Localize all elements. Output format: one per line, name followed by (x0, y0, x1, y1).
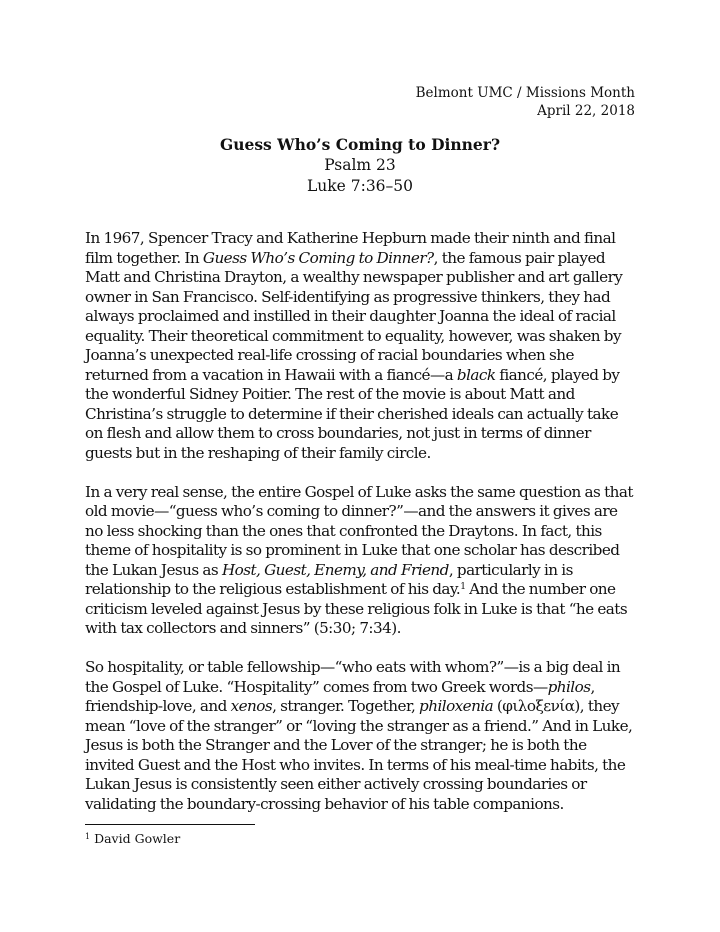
paragraph-text: fiancé, played by the wonderful Sidney Poitier. The rest of the movie is about Matt and Christina’s struggle to determine if their cherished ideals can actually take on flesh and allow them to cross boundaries, not just in terms of dinner guests but in the reshaping of their family circle. (85, 365, 620, 462)
italic-text: philoxenia (419, 697, 494, 715)
sermon-title: Guess Who’s Coming to Dinner? (219, 135, 501, 154)
footnote-reference: 1 (460, 582, 466, 592)
paragraph-text: (φιλοξενία), they mean “love of the stranger” or “loving the stranger as a friend.” And in Luke, Jesus is both the Stranger and the Lover of the stranger; he is both the invited Guest and the Host who invites. In terms of his meal-time habits, the Lukan Jesus is consistently seen either actively crossing boundaries or validating the boundary-crossing behavior of his table companions. (85, 697, 633, 813)
paragraph-text: , the famous pair played Matt and Christina Drayton, a wealthy newspaper publisher and art gallery owner in San Francisco. Self-identifying as progressive thinkers, they had always proclaimed and instilled in their daughter Joanna the ideal of racial equality. Their theoretical commitment to equality, however, was shaken by Joanna’s unexpected real-life crossing of racial boundaries when she returned from a vacation in Hawaii with a fiancé—a (85, 248, 623, 384)
body-paragraph-1 (85, 229, 637, 463)
body-paragraph-2 (85, 483, 637, 639)
paragraph-text: And the number one criticism leveled against Jesus by these religious folk in Luke is that “he eats with tax collectors and sinners” (5:30; 7:34). (85, 580, 628, 637)
footnote-marker: 1 (85, 832, 91, 841)
body-paragraph-3 (85, 658, 637, 814)
sermon-body (85, 229, 637, 834)
paragraph-text: In 1967, Spencer Tracy and Katherine Hepburn made their ninth and final film together. In (85, 229, 616, 267)
italic-text: xenos (230, 697, 273, 715)
paragraph-text: , friendship-love, and (85, 677, 595, 715)
footnote (85, 831, 180, 847)
paragraph-text: So hospitality, or table fellowship—“who eats with whom?”—is a big deal in the Gospel of Luke. “Hospitality” comes from two Greek words— (85, 658, 621, 696)
header-date: April 22, 2018 (537, 103, 635, 119)
scripture-reference-psalm: Psalm 23 (324, 156, 396, 174)
paragraph-text: , particularly in is relationship to the religious establishment of his day. (85, 560, 573, 598)
sermon-title-block (0, 134, 720, 197)
header-church-line: Belmont UMC / Missions Month (415, 85, 635, 101)
footnote-text: David Gowler (94, 831, 181, 846)
italic-text: black (456, 365, 496, 384)
italic-text: Guess Who’s Coming to Dinner? (202, 248, 434, 267)
paragraph-text: In a very real sense, the entire Gospel of Luke asks the same question as that old movie—“guess who’s coming to dinner?”—and the answers it gives are no less shocking than the ones that confronted the Draytons. In fact, this theme of hospitality is so prominent in Luke that one scholar has described the Lukan Jesus as (85, 482, 633, 579)
scripture-reference-luke: Luke 7:36–50 (306, 177, 414, 195)
paragraph-text: , stranger. Together, (272, 697, 420, 715)
document-header (416, 84, 635, 120)
footnote-divider (85, 824, 255, 825)
italic-text: Host, Guest, Enemy, and Friend (221, 560, 449, 579)
italic-text: philos (547, 677, 591, 696)
